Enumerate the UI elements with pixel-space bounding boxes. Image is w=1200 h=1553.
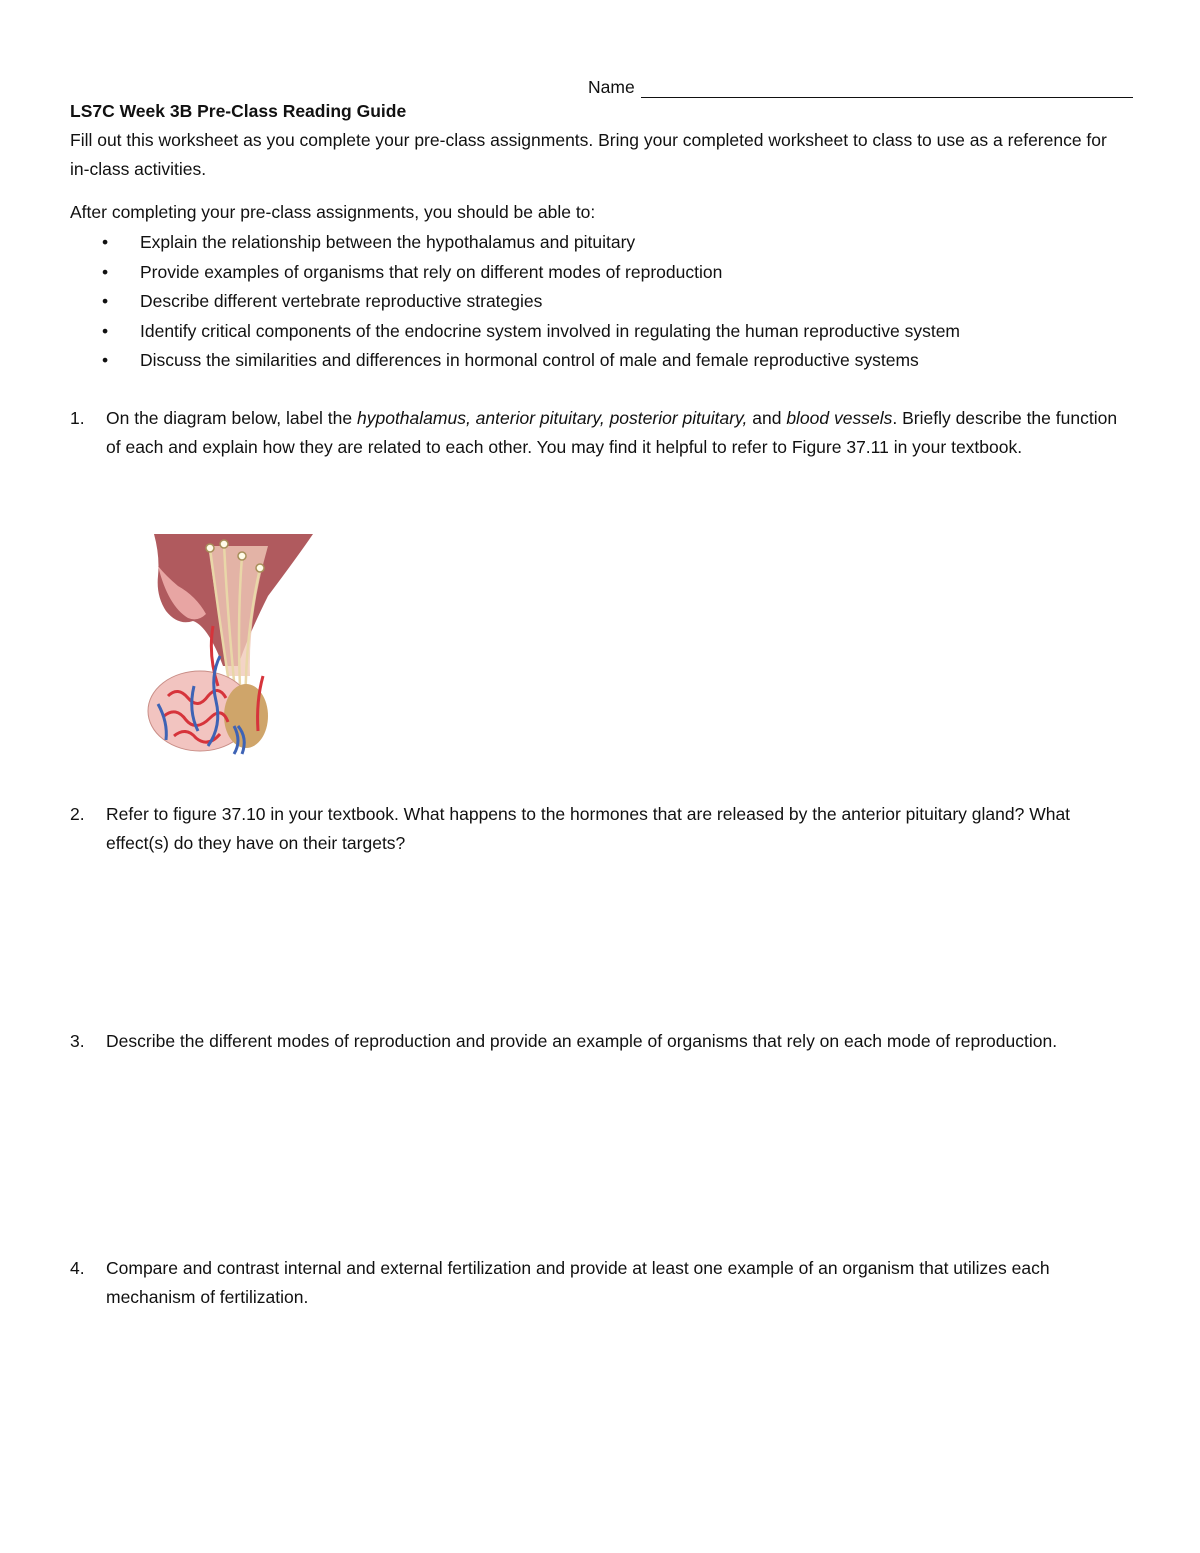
objective-item: • Explain the relationship between the hypothalamus and pituitary [70, 228, 1130, 258]
name-field[interactable] [588, 74, 1133, 98]
question-text: Refer to figure 37.10 in your textbook. What happens to the hormones that are released by the anterior pituitary gland? What effect(s) do they have on their targets? [106, 804, 1071, 853]
name-label: Name [588, 77, 635, 97]
question-2 [70, 800, 1130, 858]
question-4 [70, 1254, 1130, 1312]
question-3 [70, 1027, 1130, 1056]
intro-text: Fill out this worksheet as you complete your pre-class assignments. Bring your completed worksheet to class to use as a reference for in-class activities. [70, 130, 1107, 179]
question-1 [70, 404, 1130, 462]
question-number: 2. [70, 804, 85, 824]
bullet-icon: • [102, 350, 109, 370]
bullet-icon: • [102, 320, 109, 341]
objective-item: • Identify critical components of the endocrine system involved in regulating the human reproductive system [70, 317, 1130, 347]
objectives-intro: After completing your pre-class assignments, you should be able to: [70, 202, 596, 222]
question-text: Describe the different modes of reproduction and provide an example of organisms that rely on each mode of reproduction. [106, 1031, 1058, 1051]
bullet-icon: • [102, 232, 109, 252]
question-number: 1. [70, 408, 85, 428]
page-title: LS7C Week 3B Pre-Class Reading Guide [70, 101, 407, 121]
objective-item: • Discuss the similarities and differences in hormonal control of male and female reproductive systems [70, 346, 1130, 376]
pituitary-diagram [138, 526, 318, 756]
question-text: Compare and contrast internal and external fertilization and provide at least one example of an organism that utilizes each mechanism of fertilization. [106, 1258, 1050, 1307]
term-blood-vessels: blood vessels [786, 408, 893, 428]
question-number: 3. [70, 1031, 85, 1051]
objective-item: • Describe different vertebrate reproductive strategies [70, 287, 1130, 317]
question-number: 4. [70, 1258, 85, 1278]
objective-item: • Provide examples of organisms that rely on different modes of reproduction [70, 258, 1130, 288]
objectives-list [70, 228, 1130, 376]
term-labels: hypothalamus, anterior pituitary, posterior pituitary, [357, 408, 748, 428]
posterior-pituitary-shape [224, 684, 268, 748]
bullet-icon: • [102, 261, 109, 282]
name-blank-line[interactable] [641, 79, 1133, 98]
question-text: On the diagram below, label the hypothalamus, anterior pituitary, posterior pituitary, and blood vessels. Briefly describe the function of each and explain how they are related to each other. You may find it helpful to refer to Figure 37.11 in your textbook. [106, 408, 1118, 457]
bullet-icon: • [102, 291, 109, 311]
